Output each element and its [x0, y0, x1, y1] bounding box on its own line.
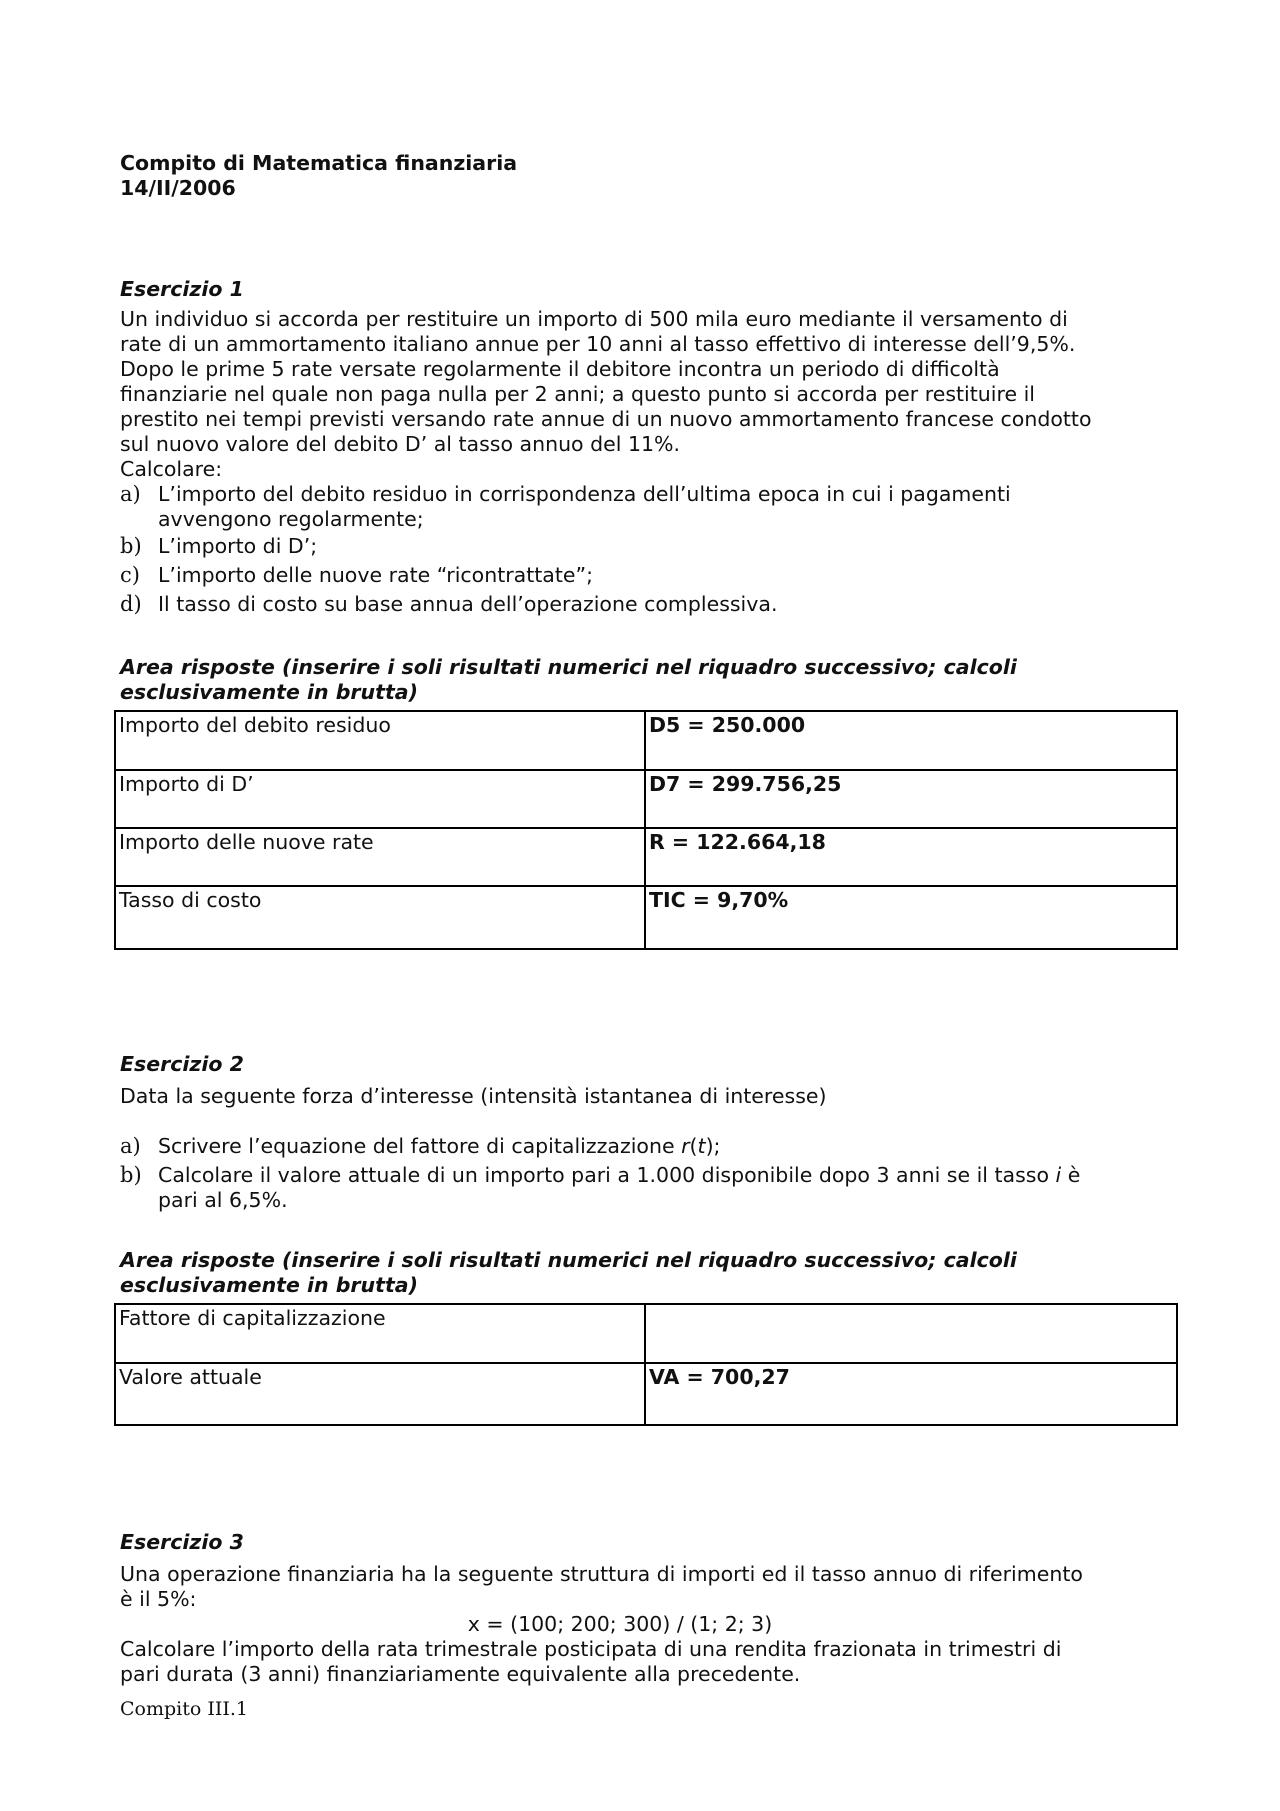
- answer-value: D7 = 299.756,25: [645, 770, 1177, 828]
- exercise-3: [120, 1530, 1180, 1687]
- exercise-2-intro: Data la seguente forza d’interesse (intensità istantanea di interesse): [120, 1084, 827, 1108]
- exercise-3-line: pari durata (3 anni) finanziariamente equivalente alla precedente.: [120, 1662, 801, 1686]
- list-item-text: avvengono regolarmente;: [158, 507, 424, 531]
- list-item-text: L’importo di D’;: [158, 534, 318, 558]
- answer-area-title: Area risposte (inserire i soli risultati numerici nel riquadro successivo; calcoli: [120, 655, 1017, 679]
- table-row: [115, 770, 1177, 828]
- list-item-text: Il tasso di costo su base annua dell’operazione complessiva.: [158, 592, 778, 616]
- answer-area-title: Area risposte (inserire i soli risultati numerici nel riquadro successivo; calcoli: [120, 1248, 1017, 1272]
- list-item-text: Calcolare il valore attuale di un importo pari a 1.000 disponibile dopo 3 anni se il tasso i è: [158, 1163, 1081, 1187]
- page-footer: Compito III.1: [120, 1698, 248, 1720]
- document-date: 14/II/2006: [120, 176, 236, 200]
- exercise-1-line: finanziarie nel quale non paga nulla per 2 anni; a questo punto si accorda per restituire il: [120, 382, 1035, 406]
- exercise-1-line: sul nuovo valore del debito D’ al tasso annuo del 11%.: [120, 432, 681, 456]
- table-row: [115, 711, 1177, 770]
- exercise-3-line: Calcolare l’importo della rata trimestrale posticipata di una rendita frazionata in trimestri di: [120, 1637, 1062, 1661]
- list-item: [120, 563, 1180, 588]
- answer-value: R = 122.664,18: [645, 828, 1177, 886]
- exercise-3-title: Esercizio 3: [120, 1530, 244, 1554]
- exercise-2-title: Esercizio 2: [120, 1052, 244, 1076]
- list-item-text: Scrivere l’equazione del fattore di capitalizzazione r(t);: [158, 1134, 721, 1158]
- exercise-2: [120, 1052, 1180, 1213]
- exercise-1-answer-table: [114, 710, 1178, 950]
- answer-label: Tasso di costo: [115, 886, 645, 949]
- answer-label: Importo di D’: [115, 770, 645, 828]
- list-item: [120, 592, 1180, 617]
- exercise-1-title: Esercizio 1: [120, 277, 244, 301]
- document-header: [120, 151, 1180, 201]
- table-row: [115, 886, 1177, 949]
- exercise-1-answer-heading: [120, 655, 1180, 705]
- exercise-1: [120, 277, 1180, 617]
- exercise-3-formula: x = (100; 200; 300) / (1; 2; 3): [467, 1612, 773, 1636]
- list-marker: b): [120, 1163, 142, 1187]
- exercise-3-line: Una operazione finanziaria ha la seguente struttura di importi ed il tasso annuo di riferimento: [120, 1562, 1083, 1586]
- answer-label: Importo delle nuove rate: [115, 828, 645, 886]
- exercise-1-line: Calcolare:: [120, 457, 223, 481]
- list-item-text: L’importo del debito residuo in corrispondenza dell’ultima epoca in cui i pagamenti: [158, 482, 1011, 506]
- exercise-2-answer-table: [114, 1303, 1178, 1426]
- exercise-1-line: Un individuo si accorda per restituire un importo di 500 mila euro mediante il versamento di: [120, 307, 1068, 331]
- list-marker: c): [120, 563, 140, 587]
- exercise-1-list: [120, 482, 1180, 617]
- answer-value: [645, 1304, 1177, 1363]
- answer-area-title: esclusivamente in brutta): [120, 680, 418, 704]
- list-marker: a): [120, 1134, 141, 1158]
- exercise-2-answer-heading: [120, 1248, 1180, 1298]
- table-row: [115, 828, 1177, 886]
- table-row: [115, 1363, 1177, 1425]
- list-marker: d): [120, 592, 142, 616]
- exercise-3-line: è il 5%:: [120, 1587, 197, 1611]
- answer-value: D5 = 250.000: [645, 711, 1177, 770]
- list-marker: b): [120, 534, 142, 558]
- answer-label: Importo del debito residuo: [115, 711, 645, 770]
- answer-area-title: esclusivamente in brutta): [120, 1273, 418, 1297]
- answer-label: Fattore di capitalizzazione: [115, 1304, 645, 1363]
- list-marker: a): [120, 482, 141, 506]
- list-item-text: L’importo delle nuove rate “ricontrattate”;: [158, 563, 594, 587]
- table-row: [115, 1304, 1177, 1363]
- answer-value: TIC = 9,70%: [645, 886, 1177, 949]
- exercise-1-line: prestito nei tempi previsti versando rate annue di un nuovo ammortamento francese condotto: [120, 407, 1092, 431]
- answer-label: Valore attuale: [115, 1363, 645, 1425]
- list-item: [120, 482, 1180, 532]
- list-item: [120, 1163, 1180, 1213]
- list-item-text: pari al 6,5%.: [158, 1188, 288, 1212]
- list-item: [120, 534, 1180, 559]
- exercise-2-list: [120, 1134, 1180, 1213]
- exercise-1-line: rate di un ammortamento italiano annue per 10 anni al tasso effettivo di interesse dell’9,5%.: [120, 332, 1076, 356]
- list-item: [120, 1134, 1180, 1159]
- document-title: Compito di Matematica finanziaria: [120, 151, 518, 175]
- answer-value: VA = 700,27: [645, 1363, 1177, 1425]
- exercise-1-line: Dopo le prime 5 rate versate regolarmente il debitore incontra un periodo di difficoltà: [120, 357, 1000, 381]
